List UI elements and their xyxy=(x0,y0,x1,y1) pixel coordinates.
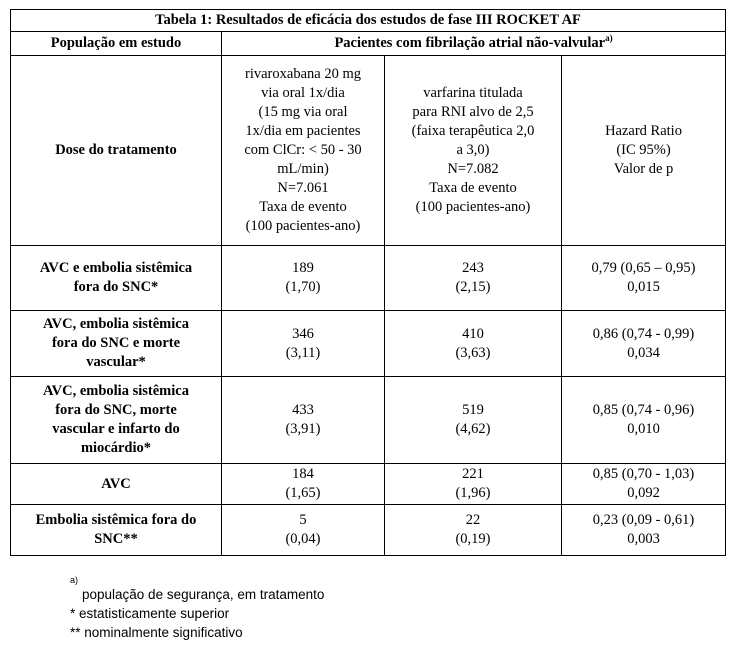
rivaroxaban-value-line: 184 xyxy=(292,466,314,482)
rivaroxaban-value-line: (3,11) xyxy=(285,344,321,361)
rivaroxaban-value xyxy=(222,377,385,464)
dose-rivaroxaban-line: 1x/dia em pacientes xyxy=(245,123,361,139)
footnotes xyxy=(70,575,324,642)
row-label-line: miocárdio* xyxy=(80,440,152,456)
row-label-line: AVC xyxy=(101,475,131,492)
footnote-a-marker: a) xyxy=(70,575,79,585)
table-row xyxy=(11,246,726,311)
hazard-ratio-value xyxy=(562,505,726,556)
warfarin-value xyxy=(385,505,562,556)
hazard-ratio-value xyxy=(562,464,726,505)
dose-warfarin-line: (100 pacientes-ano) xyxy=(415,199,531,215)
header-patients xyxy=(222,32,726,56)
hazard-ratio-value xyxy=(562,246,726,311)
dose-warfarin xyxy=(385,56,562,246)
dose-rivaroxaban xyxy=(222,56,385,246)
dose-rivaroxaban-line: N=7.061 xyxy=(277,180,329,196)
row-label-line: fora do SNC e morte xyxy=(51,335,181,351)
dose-rivaroxaban-line: (100 pacientes-ano) xyxy=(245,218,361,234)
efficacy-results-table xyxy=(10,9,726,556)
warfarin-value-line: (3,63) xyxy=(455,344,491,361)
dose-rivaroxaban-line: Taxa de evento xyxy=(259,199,347,215)
hazard-ratio-value-line: 0,034 xyxy=(627,344,660,361)
warfarin-value-line: 519 xyxy=(462,402,484,418)
hazard-ratio-value xyxy=(562,377,726,464)
dose-hazard-ratio-line: Hazard Ratio xyxy=(605,123,682,139)
row-label-line: AVC, embolia sistêmica xyxy=(43,316,189,332)
rivaroxaban-value-line: 346 xyxy=(292,325,314,342)
hazard-ratio-value-line: 0,85 (0,70 - 1,03) xyxy=(592,466,695,482)
header-patients-footnote-marker: a) xyxy=(605,33,613,44)
rivaroxaban-value-line: (1,65) xyxy=(285,485,321,501)
footnote-a-text: população de segurança, em tratamento xyxy=(82,587,325,602)
dose-warfarin-line: Taxa de evento xyxy=(429,180,517,196)
rivaroxaban-value xyxy=(222,505,385,556)
row-label-line: fora do SNC* xyxy=(73,279,159,295)
rivaroxaban-value-line: 189 xyxy=(292,260,314,276)
rivaroxaban-value-line: (0,04) xyxy=(285,531,321,547)
warfarin-value xyxy=(385,464,562,505)
rivaroxaban-value-line: 5 xyxy=(299,512,307,528)
row-label-line: AVC, embolia sistêmica xyxy=(43,383,189,399)
table-row xyxy=(11,505,726,556)
row-label-line: Embolia sistêmica fora do xyxy=(35,512,197,528)
dose-rivaroxaban-line: rivaroxabana 20 mg xyxy=(245,66,361,82)
row-label xyxy=(11,311,222,377)
hazard-ratio-value xyxy=(562,311,726,377)
row-label xyxy=(11,464,222,505)
warfarin-value-line: 410 xyxy=(462,325,484,342)
table-row xyxy=(11,377,726,464)
dose-warfarin-line: para RNI alvo de 2,5 xyxy=(412,104,534,120)
result-rows xyxy=(11,246,726,556)
rivaroxaban-value-line: (1,70) xyxy=(285,279,321,295)
dose-warfarin-line: (faixa terapêutica 2,0 xyxy=(411,123,535,139)
hazard-ratio-value-line: 0,79 (0,65 – 0,95) xyxy=(591,260,696,276)
dose-rivaroxaban-line: via oral 1x/dia xyxy=(261,85,345,101)
table-title: Tabela 1: Resultados de eficácia dos estudos de fase III ROCKET AF xyxy=(11,10,726,32)
row-label xyxy=(11,505,222,556)
row-label-line: SNC** xyxy=(94,531,138,547)
header-population: População em estudo xyxy=(11,32,222,56)
warfarin-value xyxy=(385,377,562,464)
warfarin-value-line: (0,19) xyxy=(455,531,491,547)
warfarin-value-line: (2,15) xyxy=(455,279,491,295)
row-label-line: vascular* xyxy=(86,354,146,370)
dose-warfarin-line: varfarina titulada xyxy=(423,85,523,101)
dose-label: Dose do tratamento xyxy=(11,56,222,246)
hazard-ratio-value-line: 0,092 xyxy=(627,485,660,501)
hazard-ratio-value-line: 0,85 (0,74 - 0,96) xyxy=(592,402,695,418)
dose-rivaroxaban-line: (15 mg via oral xyxy=(258,104,348,120)
dose-warfarin-line: N=7.082 xyxy=(447,161,499,177)
dose-rivaroxaban-line: mL/min) xyxy=(277,161,329,177)
hazard-ratio-value-line: 0,003 xyxy=(627,531,660,547)
footnote-double-star: ** nominalmente significativo xyxy=(70,625,243,640)
table-row xyxy=(11,464,726,505)
warfarin-value-line: 22 xyxy=(465,512,481,528)
table-row xyxy=(11,311,726,377)
dose-hazard-ratio-line: Valor de p xyxy=(613,161,674,177)
dose-rivaroxaban-line: com ClCr: < 50 - 30 xyxy=(244,142,362,158)
warfarin-value-line: 243 xyxy=(462,260,484,276)
warfarin-value xyxy=(385,311,562,377)
warfarin-value-line: (4,62) xyxy=(455,421,491,437)
dose-warfarin-line: a 3,0) xyxy=(456,142,490,158)
warfarin-value-line: (1,96) xyxy=(455,485,491,501)
dose-hazard-ratio xyxy=(562,56,726,246)
footnote-star: * estatisticamente superior xyxy=(70,606,230,621)
warfarin-value xyxy=(385,246,562,311)
warfarin-value-line: 221 xyxy=(462,466,484,482)
rivaroxaban-value xyxy=(222,246,385,311)
row-label-line: fora do SNC, morte xyxy=(55,402,177,418)
rivaroxaban-value-line: (3,91) xyxy=(285,421,321,437)
hazard-ratio-value-line: 0,015 xyxy=(627,279,660,295)
rivaroxaban-value xyxy=(222,464,385,505)
row-label-line: AVC e embolia sistêmica xyxy=(39,260,193,276)
hazard-ratio-value-line: 0,86 (0,74 - 0,99) xyxy=(592,325,695,342)
hazard-ratio-value-line: 0,010 xyxy=(627,421,660,437)
hazard-ratio-value-line: 0,23 (0,09 - 0,61) xyxy=(592,512,695,528)
row-label xyxy=(11,246,222,311)
row-label xyxy=(11,377,222,464)
dose-hazard-ratio-line: (IC 95%) xyxy=(616,142,671,158)
row-label-line: vascular e infarto do xyxy=(52,421,180,437)
rivaroxaban-value-line: 433 xyxy=(292,402,314,418)
header-patients-text: Pacientes com fibrilação atrial não-valvular xyxy=(334,35,606,51)
rivaroxaban-value xyxy=(222,311,385,377)
